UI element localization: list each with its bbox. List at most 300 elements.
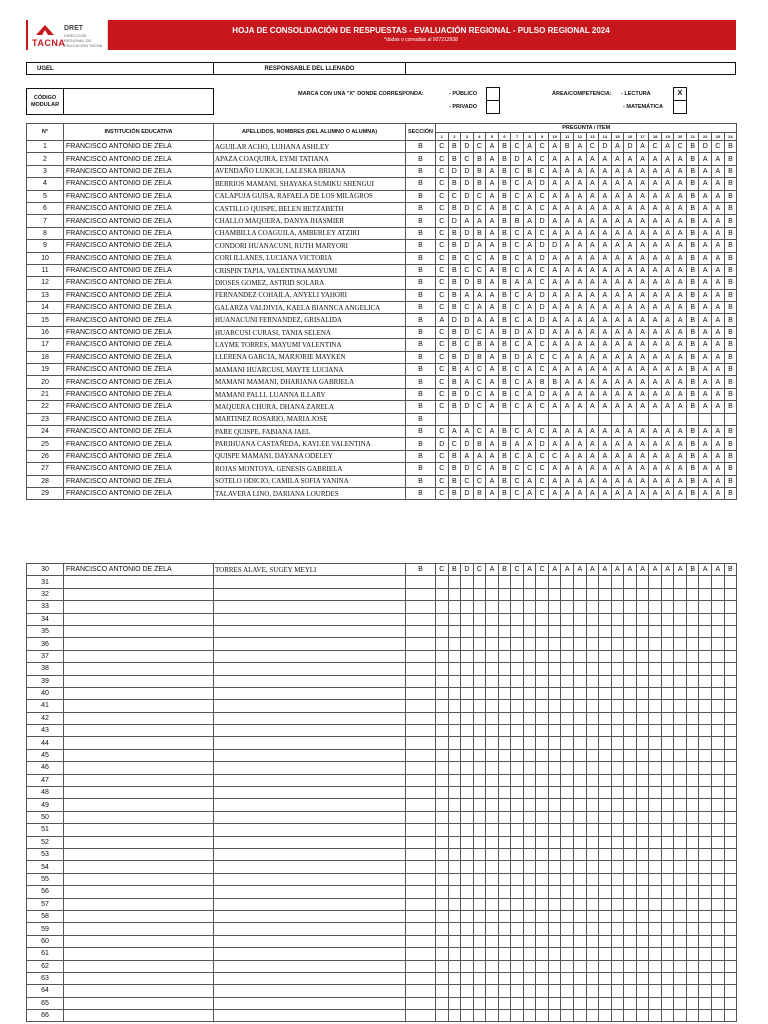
answer-cell[interactable]: A bbox=[661, 339, 674, 351]
answer-cell[interactable] bbox=[498, 576, 511, 588]
answer-cell[interactable]: B bbox=[724, 141, 737, 153]
answer-cell[interactable]: B bbox=[473, 165, 486, 177]
answer-cell[interactable]: A bbox=[674, 438, 687, 450]
answer-cell[interactable] bbox=[498, 762, 511, 774]
answer-cell[interactable] bbox=[599, 824, 612, 836]
answer-cell[interactable] bbox=[473, 787, 486, 799]
section-cell[interactable] bbox=[406, 861, 436, 873]
answer-cell[interactable] bbox=[536, 985, 549, 997]
answer-cell[interactable]: A bbox=[649, 227, 662, 239]
answer-cell[interactable] bbox=[712, 923, 725, 935]
answer-cell[interactable] bbox=[636, 601, 649, 613]
answer-cell[interactable] bbox=[586, 613, 599, 625]
answer-cell[interactable]: A bbox=[548, 326, 561, 338]
answer-cell[interactable]: B bbox=[724, 240, 737, 252]
student-name-cell[interactable] bbox=[214, 725, 406, 737]
answer-cell[interactable] bbox=[611, 675, 624, 687]
answer-cell[interactable] bbox=[611, 811, 624, 823]
answer-cell[interactable] bbox=[599, 625, 612, 637]
answer-cell[interactable] bbox=[498, 824, 511, 836]
student-name-cell[interactable] bbox=[214, 960, 406, 972]
answer-cell[interactable] bbox=[561, 774, 574, 786]
answer-cell[interactable] bbox=[599, 886, 612, 898]
answer-cell[interactable] bbox=[448, 737, 461, 749]
answer-cell[interactable] bbox=[624, 1010, 637, 1022]
answer-cell[interactable]: A bbox=[636, 190, 649, 202]
answer-cell[interactable] bbox=[448, 923, 461, 935]
answer-cell[interactable] bbox=[473, 687, 486, 699]
answer-cell[interactable]: A bbox=[611, 141, 624, 153]
answer-cell[interactable]: A bbox=[699, 351, 712, 363]
answer-cell[interactable]: A bbox=[624, 487, 637, 499]
answer-cell[interactable] bbox=[699, 985, 712, 997]
answer-cell[interactable] bbox=[561, 910, 574, 922]
answer-cell[interactable] bbox=[586, 638, 599, 650]
institution-cell[interactable] bbox=[64, 972, 214, 984]
answer-cell[interactable]: C bbox=[511, 240, 524, 252]
answer-cell[interactable]: A bbox=[611, 376, 624, 388]
answer-cell[interactable] bbox=[561, 413, 574, 425]
answer-cell[interactable]: B bbox=[448, 475, 461, 487]
answer-cell[interactable]: A bbox=[586, 227, 599, 239]
answer-cell[interactable]: C bbox=[511, 264, 524, 276]
student-name-cell[interactable] bbox=[214, 737, 406, 749]
section-cell[interactable] bbox=[406, 687, 436, 699]
answer-cell[interactable] bbox=[674, 725, 687, 737]
answer-cell[interactable] bbox=[686, 861, 699, 873]
answer-cell[interactable]: A bbox=[699, 376, 712, 388]
answer-cell[interactable]: A bbox=[712, 364, 725, 376]
answer-cell[interactable] bbox=[699, 413, 712, 425]
answer-cell[interactable] bbox=[448, 749, 461, 761]
answer-cell[interactable]: C bbox=[473, 463, 486, 475]
answer-cell[interactable]: B bbox=[686, 227, 699, 239]
answer-cell[interactable] bbox=[548, 910, 561, 922]
answer-cell[interactable]: A bbox=[636, 302, 649, 314]
answer-cell[interactable]: A bbox=[712, 388, 725, 400]
answer-cell[interactable] bbox=[561, 886, 574, 898]
answer-cell[interactable]: A bbox=[699, 339, 712, 351]
answer-cell[interactable] bbox=[624, 923, 637, 935]
answer-cell[interactable]: A bbox=[649, 165, 662, 177]
answer-cell[interactable] bbox=[548, 799, 561, 811]
answer-cell[interactable]: A bbox=[712, 438, 725, 450]
answer-cell[interactable]: C bbox=[473, 388, 486, 400]
answer-cell[interactable]: B bbox=[448, 339, 461, 351]
student-name-cell[interactable] bbox=[214, 935, 406, 947]
answer-cell[interactable]: B bbox=[448, 302, 461, 314]
answer-cell[interactable]: C bbox=[436, 351, 449, 363]
answer-cell[interactable]: A bbox=[674, 215, 687, 227]
answer-cell[interactable]: A bbox=[636, 178, 649, 190]
answer-cell[interactable] bbox=[674, 613, 687, 625]
answer-cell[interactable] bbox=[661, 873, 674, 885]
answer-cell[interactable] bbox=[724, 873, 737, 885]
answer-cell[interactable] bbox=[511, 588, 524, 600]
answer-cell[interactable]: C bbox=[511, 190, 524, 202]
answer-cell[interactable] bbox=[473, 873, 486, 885]
answer-cell[interactable] bbox=[461, 910, 474, 922]
answer-cell[interactable]: A bbox=[649, 487, 662, 499]
answer-cell[interactable] bbox=[686, 935, 699, 947]
answer-cell[interactable] bbox=[674, 1010, 687, 1022]
answer-cell[interactable]: C bbox=[536, 141, 549, 153]
answer-cell[interactable] bbox=[586, 824, 599, 836]
answer-cell[interactable] bbox=[624, 972, 637, 984]
answer-cell[interactable] bbox=[624, 910, 637, 922]
answer-cell[interactable] bbox=[523, 960, 536, 972]
answer-cell[interactable]: A bbox=[611, 475, 624, 487]
answer-cell[interactable] bbox=[548, 774, 561, 786]
answer-cell[interactable] bbox=[436, 799, 449, 811]
answer-cell[interactable] bbox=[599, 873, 612, 885]
answer-cell[interactable]: A bbox=[624, 438, 637, 450]
answer-cell[interactable]: A bbox=[674, 153, 687, 165]
answer-cell[interactable]: A bbox=[649, 264, 662, 276]
answer-cell[interactable]: A bbox=[523, 487, 536, 499]
answer-cell[interactable] bbox=[699, 787, 712, 799]
answer-cell[interactable]: A bbox=[548, 165, 561, 177]
answer-cell[interactable]: B bbox=[686, 202, 699, 214]
answer-cell[interactable] bbox=[561, 923, 574, 935]
institution-cell[interactable] bbox=[64, 960, 214, 972]
answer-cell[interactable] bbox=[674, 960, 687, 972]
answer-cell[interactable] bbox=[548, 836, 561, 848]
answer-cell[interactable] bbox=[461, 898, 474, 910]
answer-cell[interactable] bbox=[461, 972, 474, 984]
answer-cell[interactable] bbox=[712, 997, 725, 1009]
answer-cell[interactable] bbox=[574, 985, 587, 997]
answer-cell[interactable]: B bbox=[448, 401, 461, 413]
student-name-cell[interactable] bbox=[214, 910, 406, 922]
answer-cell[interactable] bbox=[448, 898, 461, 910]
answer-cell[interactable]: A bbox=[712, 215, 725, 227]
answer-cell[interactable]: D bbox=[448, 314, 461, 326]
answer-cell[interactable]: A bbox=[486, 314, 499, 326]
answer-cell[interactable]: A bbox=[586, 339, 599, 351]
answer-cell[interactable]: A bbox=[574, 277, 587, 289]
answer-cell[interactable] bbox=[574, 997, 587, 1009]
answer-cell[interactable] bbox=[712, 762, 725, 774]
answer-cell[interactable]: A bbox=[649, 215, 662, 227]
answer-cell[interactable]: B bbox=[498, 438, 511, 450]
answer-cell[interactable] bbox=[586, 898, 599, 910]
answer-cell[interactable] bbox=[624, 873, 637, 885]
answer-cell[interactable]: D bbox=[511, 326, 524, 338]
answer-cell[interactable]: A bbox=[574, 438, 587, 450]
institution-cell[interactable] bbox=[64, 700, 214, 712]
answer-cell[interactable]: A bbox=[473, 314, 486, 326]
answer-cell[interactable]: B bbox=[498, 165, 511, 177]
answer-cell[interactable]: A bbox=[611, 351, 624, 363]
answer-cell[interactable]: C bbox=[536, 425, 549, 437]
answer-cell[interactable]: C bbox=[436, 401, 449, 413]
answer-cell[interactable] bbox=[699, 737, 712, 749]
answer-cell[interactable] bbox=[624, 948, 637, 960]
answer-cell[interactable]: B bbox=[724, 351, 737, 363]
answer-cell[interactable] bbox=[473, 1010, 486, 1022]
answer-cell[interactable]: C bbox=[473, 425, 486, 437]
answer-cell[interactable]: A bbox=[486, 487, 499, 499]
answer-cell[interactable] bbox=[461, 886, 474, 898]
answer-cell[interactable]: A bbox=[649, 463, 662, 475]
answer-cell[interactable] bbox=[712, 898, 725, 910]
answer-cell[interactable]: B bbox=[498, 215, 511, 227]
answer-cell[interactable]: C bbox=[473, 475, 486, 487]
answer-cell[interactable] bbox=[436, 625, 449, 637]
lectura-checkbox[interactable]: X bbox=[673, 87, 687, 101]
answer-cell[interactable]: A bbox=[599, 326, 612, 338]
answer-cell[interactable]: A bbox=[486, 450, 499, 462]
answer-cell[interactable] bbox=[686, 588, 699, 600]
answer-cell[interactable] bbox=[611, 787, 624, 799]
answer-cell[interactable] bbox=[574, 576, 587, 588]
answer-cell[interactable]: A bbox=[674, 326, 687, 338]
answer-cell[interactable] bbox=[486, 762, 499, 774]
answer-cell[interactable] bbox=[699, 675, 712, 687]
answer-cell[interactable] bbox=[574, 774, 587, 786]
answer-cell[interactable] bbox=[712, 886, 725, 898]
answer-cell[interactable] bbox=[536, 873, 549, 885]
answer-cell[interactable] bbox=[536, 898, 549, 910]
answer-cell[interactable] bbox=[599, 910, 612, 922]
answer-cell[interactable] bbox=[599, 848, 612, 860]
answer-cell[interactable] bbox=[461, 576, 474, 588]
answer-cell[interactable]: A bbox=[611, 339, 624, 351]
answer-cell[interactable]: A bbox=[611, 425, 624, 437]
answer-cell[interactable] bbox=[611, 737, 624, 749]
answer-cell[interactable]: A bbox=[586, 376, 599, 388]
answer-cell[interactable] bbox=[561, 700, 574, 712]
answer-cell[interactable]: C bbox=[536, 264, 549, 276]
answer-cell[interactable]: B bbox=[448, 463, 461, 475]
answer-cell[interactable] bbox=[649, 948, 662, 960]
answer-cell[interactable] bbox=[561, 799, 574, 811]
answer-cell[interactable] bbox=[712, 663, 725, 675]
answer-cell[interactable] bbox=[536, 799, 549, 811]
answer-cell[interactable] bbox=[686, 650, 699, 662]
answer-cell[interactable]: B bbox=[686, 252, 699, 264]
answer-cell[interactable]: A bbox=[511, 438, 524, 450]
answer-cell[interactable] bbox=[473, 848, 486, 860]
section-cell[interactable] bbox=[406, 762, 436, 774]
answer-cell[interactable] bbox=[649, 787, 662, 799]
answer-cell[interactable]: C bbox=[436, 425, 449, 437]
answer-cell[interactable]: B bbox=[686, 264, 699, 276]
answer-cell[interactable] bbox=[536, 725, 549, 737]
answer-cell[interactable]: A bbox=[599, 165, 612, 177]
answer-cell[interactable] bbox=[674, 774, 687, 786]
answer-cell[interactable] bbox=[611, 700, 624, 712]
answer-cell[interactable]: C bbox=[511, 564, 524, 576]
answer-cell[interactable]: B bbox=[724, 314, 737, 326]
answer-cell[interactable] bbox=[548, 638, 561, 650]
institution-cell[interactable] bbox=[64, 910, 214, 922]
answer-cell[interactable]: C bbox=[548, 351, 561, 363]
answer-cell[interactable] bbox=[461, 1010, 474, 1022]
answer-cell[interactable] bbox=[611, 836, 624, 848]
answer-cell[interactable]: B bbox=[724, 252, 737, 264]
answer-cell[interactable] bbox=[724, 811, 737, 823]
answer-cell[interactable] bbox=[561, 675, 574, 687]
answer-cell[interactable]: C bbox=[436, 178, 449, 190]
answer-cell[interactable] bbox=[674, 576, 687, 588]
answer-cell[interactable]: B bbox=[724, 289, 737, 301]
answer-cell[interactable]: A bbox=[624, 264, 637, 276]
answer-cell[interactable] bbox=[611, 650, 624, 662]
answer-cell[interactable] bbox=[724, 675, 737, 687]
answer-cell[interactable]: A bbox=[611, 277, 624, 289]
answer-cell[interactable] bbox=[686, 687, 699, 699]
student-name-cell[interactable] bbox=[214, 638, 406, 650]
answer-cell[interactable]: B bbox=[473, 487, 486, 499]
student-name-cell[interactable] bbox=[214, 1010, 406, 1022]
answer-cell[interactable]: A bbox=[548, 178, 561, 190]
answer-cell[interactable]: A bbox=[548, 227, 561, 239]
answer-cell[interactable] bbox=[724, 625, 737, 637]
answer-cell[interactable] bbox=[461, 774, 474, 786]
student-name-cell[interactable] bbox=[214, 712, 406, 724]
answer-cell[interactable] bbox=[548, 650, 561, 662]
answer-cell[interactable] bbox=[712, 749, 725, 761]
answer-cell[interactable] bbox=[523, 625, 536, 637]
answer-cell[interactable]: B bbox=[724, 475, 737, 487]
answer-cell[interactable] bbox=[436, 413, 449, 425]
answer-cell[interactable] bbox=[712, 836, 725, 848]
institution-cell[interactable] bbox=[64, 650, 214, 662]
answer-cell[interactable] bbox=[536, 861, 549, 873]
answer-cell[interactable]: A bbox=[636, 314, 649, 326]
answer-cell[interactable] bbox=[649, 663, 662, 675]
answer-cell[interactable] bbox=[448, 910, 461, 922]
answer-cell[interactable] bbox=[561, 725, 574, 737]
answer-cell[interactable]: A bbox=[548, 252, 561, 264]
answer-cell[interactable] bbox=[498, 848, 511, 860]
answer-cell[interactable]: A bbox=[548, 153, 561, 165]
answer-cell[interactable] bbox=[724, 700, 737, 712]
answer-cell[interactable]: A bbox=[699, 190, 712, 202]
answer-cell[interactable]: A bbox=[523, 450, 536, 462]
answer-cell[interactable] bbox=[448, 774, 461, 786]
answer-cell[interactable] bbox=[586, 799, 599, 811]
answer-cell[interactable]: D bbox=[461, 463, 474, 475]
answer-cell[interactable] bbox=[498, 675, 511, 687]
section-cell[interactable] bbox=[406, 997, 436, 1009]
answer-cell[interactable] bbox=[686, 625, 699, 637]
answer-cell[interactable] bbox=[686, 886, 699, 898]
answer-cell[interactable]: A bbox=[611, 252, 624, 264]
answer-cell[interactable]: D bbox=[624, 141, 637, 153]
answer-cell[interactable]: A bbox=[624, 252, 637, 264]
answer-cell[interactable] bbox=[712, 787, 725, 799]
answer-cell[interactable] bbox=[523, 413, 536, 425]
answer-cell[interactable] bbox=[649, 774, 662, 786]
answer-cell[interactable]: A bbox=[699, 388, 712, 400]
answer-cell[interactable]: D bbox=[461, 487, 474, 499]
answer-cell[interactable] bbox=[486, 799, 499, 811]
answer-cell[interactable]: A bbox=[636, 425, 649, 437]
section-cell[interactable] bbox=[406, 972, 436, 984]
answer-cell[interactable]: B bbox=[686, 153, 699, 165]
institution-cell[interactable] bbox=[64, 836, 214, 848]
answer-cell[interactable] bbox=[712, 613, 725, 625]
answer-cell[interactable]: A bbox=[699, 326, 712, 338]
answer-cell[interactable] bbox=[611, 576, 624, 588]
answer-cell[interactable]: A bbox=[636, 401, 649, 413]
answer-cell[interactable] bbox=[486, 824, 499, 836]
answer-cell[interactable] bbox=[611, 712, 624, 724]
answer-cell[interactable]: B bbox=[686, 564, 699, 576]
answer-cell[interactable] bbox=[699, 923, 712, 935]
answer-cell[interactable] bbox=[599, 601, 612, 613]
answer-cell[interactable] bbox=[461, 663, 474, 675]
answer-cell[interactable]: B bbox=[724, 215, 737, 227]
answer-cell[interactable]: C bbox=[473, 264, 486, 276]
answer-cell[interactable] bbox=[486, 675, 499, 687]
answer-cell[interactable]: A bbox=[523, 153, 536, 165]
answer-cell[interactable] bbox=[511, 898, 524, 910]
answer-cell[interactable] bbox=[649, 725, 662, 737]
section-cell[interactable] bbox=[406, 935, 436, 947]
answer-cell[interactable] bbox=[724, 613, 737, 625]
answer-cell[interactable] bbox=[636, 997, 649, 1009]
answer-cell[interactable]: A bbox=[699, 264, 712, 276]
answer-cell[interactable] bbox=[536, 638, 549, 650]
answer-cell[interactable]: B bbox=[448, 178, 461, 190]
answer-cell[interactable] bbox=[511, 886, 524, 898]
answer-cell[interactable]: A bbox=[661, 302, 674, 314]
answer-cell[interactable] bbox=[486, 687, 499, 699]
answer-cell[interactable] bbox=[624, 638, 637, 650]
answer-cell[interactable]: A bbox=[574, 252, 587, 264]
answer-cell[interactable] bbox=[561, 749, 574, 761]
answer-cell[interactable] bbox=[724, 687, 737, 699]
answer-cell[interactable] bbox=[574, 972, 587, 984]
answer-cell[interactable] bbox=[724, 910, 737, 922]
answer-cell[interactable]: A bbox=[548, 141, 561, 153]
answer-cell[interactable] bbox=[523, 836, 536, 848]
answer-cell[interactable]: D bbox=[461, 401, 474, 413]
answer-cell[interactable]: A bbox=[712, 339, 725, 351]
answer-cell[interactable]: A bbox=[599, 227, 612, 239]
answer-cell[interactable]: D bbox=[536, 178, 549, 190]
answer-cell[interactable]: C bbox=[712, 141, 725, 153]
answer-cell[interactable]: A bbox=[561, 450, 574, 462]
answer-cell[interactable] bbox=[649, 873, 662, 885]
answer-cell[interactable] bbox=[661, 787, 674, 799]
institution-cell[interactable] bbox=[64, 811, 214, 823]
answer-cell[interactable] bbox=[686, 675, 699, 687]
answer-cell[interactable] bbox=[448, 948, 461, 960]
answer-cell[interactable] bbox=[636, 811, 649, 823]
answer-cell[interactable]: A bbox=[611, 326, 624, 338]
answer-cell[interactable]: A bbox=[649, 240, 662, 252]
answer-cell[interactable] bbox=[523, 725, 536, 737]
answer-cell[interactable] bbox=[536, 972, 549, 984]
answer-cell[interactable] bbox=[712, 588, 725, 600]
answer-cell[interactable]: B bbox=[473, 153, 486, 165]
answer-cell[interactable] bbox=[473, 762, 486, 774]
answer-cell[interactable]: A bbox=[586, 463, 599, 475]
answer-cell[interactable]: A bbox=[674, 314, 687, 326]
answer-cell[interactable] bbox=[636, 700, 649, 712]
answer-cell[interactable] bbox=[486, 576, 499, 588]
answer-cell[interactable] bbox=[674, 712, 687, 724]
answer-cell[interactable] bbox=[436, 848, 449, 860]
answer-cell[interactable]: A bbox=[523, 202, 536, 214]
answer-cell[interactable] bbox=[548, 675, 561, 687]
answer-cell[interactable] bbox=[561, 601, 574, 613]
